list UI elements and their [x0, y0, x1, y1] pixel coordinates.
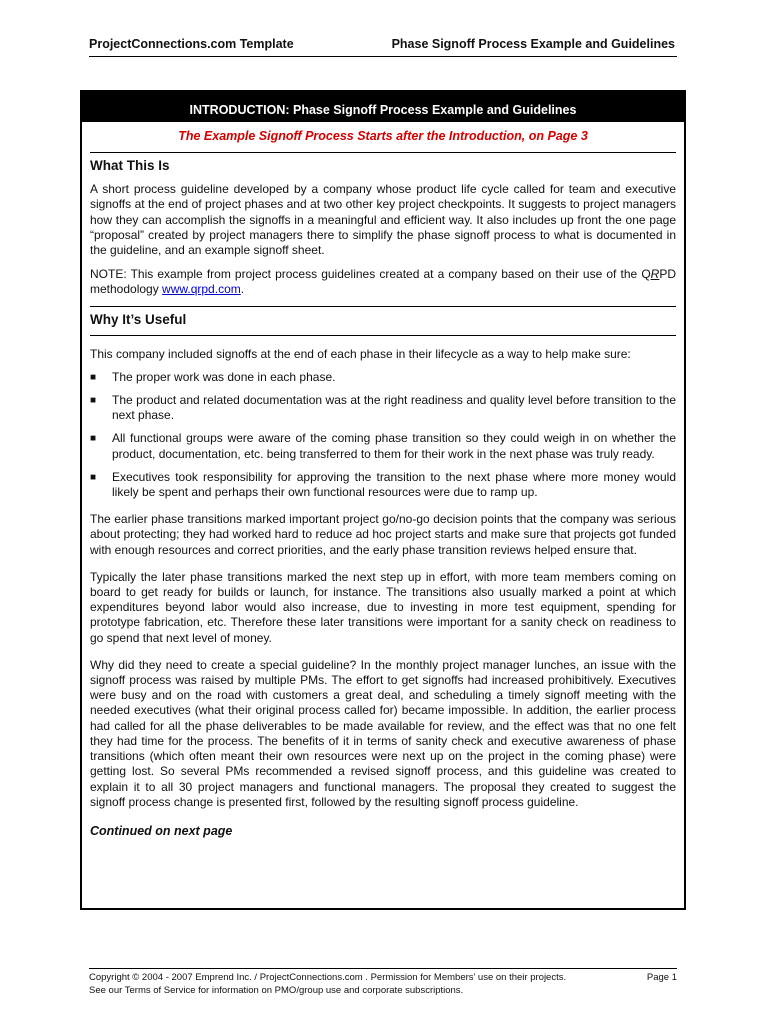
- introduction-box: [80, 90, 686, 910]
- why-its-useful-heading: Why It’s Useful: [90, 306, 676, 336]
- later-transitions-paragraph: Typically the later phase transitions marked the next step up in effort, with more team members coming on board to get ready for builds or launch, for instance. The transitions also usually marked a point at which expenditures beyond labor would also increase, due to investing in more test equipment, spending for prototype fabrication, etc. Therefore these later transitions were important for a sanity check on readiness to go spend that next level of money.: [90, 569, 676, 645]
- qrpd-r: R: [650, 267, 660, 282]
- what-this-is-paragraph: A short process guideline developed by a company whose product life cycle called for team and executive signoffs at the end of project phases and at two other key project checkpoints. It suggests to project managers how they can accomplish the signoffs in a meaningful and efficient way. It also includes up front the one page “proposal” created by project managers there to simplify the phase signoff process to what is documented in the guideline, and an example signoff sheet.: [90, 182, 676, 258]
- bullet-icon: ■: [90, 371, 97, 383]
- note-paragraph: [90, 267, 676, 297]
- list-item: [90, 370, 676, 385]
- early-transitions-paragraph: The earlier phase transitions marked important project go/no-go decision points that the company was serious about protecting; they had worked hard to reduce ad hoc project starts and make sure that projects got funded with enough resources and correct priorities, and the early phase transition reviews helped ensure that.: [90, 512, 676, 557]
- introduction-content: [82, 129, 684, 839]
- qrpd-link[interactable]: www.qrpd.com: [162, 282, 241, 297]
- bullet-text: The product and related documentation was at the right readiness and quality level before transition to the next phase.: [112, 393, 676, 423]
- example-start-note: The Example Signoff Process Starts after the Introduction, on Page 3: [90, 129, 676, 153]
- list-item: [90, 393, 676, 423]
- why-intro-paragraph: This company included signoffs at the end of each phase in their lifecycle as a way to help make sure:: [90, 346, 631, 361]
- bullet-text: The proper work was done in each phase.: [112, 369, 336, 384]
- page-number: Page 1: [646, 972, 677, 983]
- header-left-title: ProjectConnections.com Template: [89, 37, 294, 51]
- footer-copyright: Copyright © 2004 - 2007 Emprend Inc. / ProjectConnections.com . Permission for Members’ use on their projects.: [89, 972, 567, 983]
- what-this-is-heading: What This Is: [90, 158, 170, 173]
- header-right-title: Phase Signoff Process Example and Guidelines: [391, 37, 675, 51]
- note-suffix: .: [240, 282, 245, 297]
- qrpd-q: Q: [641, 267, 651, 282]
- list-item: [90, 431, 676, 461]
- footer-terms: See our Terms of Service for information on PMO/group use and corporate subscriptions.: [89, 985, 464, 996]
- continued-note: Continued on next page: [90, 823, 233, 838]
- page-footer: [89, 968, 677, 997]
- list-item: [90, 470, 676, 500]
- bullet-icon: ■: [90, 433, 97, 445]
- note-prefix: NOTE: This example from project process guidelines created at a company based on their use of the: [90, 267, 642, 282]
- why-bullet-list: [90, 370, 676, 500]
- special-guideline-paragraph: Why did they need to create a special guideline? In the monthly project manager lunches, an issue with the signoff process was raised by multiple PMs. The effort to get signoffs had increased prohibitively. Executives were busy and on the road with customers a great deal, and scheduling a timely signoff meeting with the needed executives (what their original process called for) became impossible. In addition, the earlier process had called for all the phase deliverables to be made available for review, and the effect was that no one felt they had time for the process. The benefits of it in terms of sanity check and executive awareness of phase transitions (which often meant their own resources were next up on the project in the coming phase) were getting lost. So several PMs recommended a revised signoff process, and this guideline was created to explain it to all 30 project managers and functional managers. The proposal they created to suggest the signoff process change is presented first, followed by the resulting signoff process guideline.: [90, 657, 676, 809]
- introduction-title-bar: INTRODUCTION: Phase Signoff Process Example and Guidelines: [82, 92, 684, 122]
- qrpd-pd: PD methodology: [90, 267, 676, 297]
- bullet-text: Executives took responsibility for approving the transition to the next phase where more money would likely be spent and perhaps their own functional resources were due to ramp up.: [112, 469, 676, 500]
- page-header: [89, 36, 677, 57]
- bullet-icon: ■: [90, 471, 97, 483]
- bullet-icon: ■: [90, 395, 97, 407]
- bullet-text: All functional groups were aware of the coming phase transition so they could weigh in on whether the product, documentation, etc. being transferred to them for their work in the next phase was truly ready.: [112, 431, 676, 461]
